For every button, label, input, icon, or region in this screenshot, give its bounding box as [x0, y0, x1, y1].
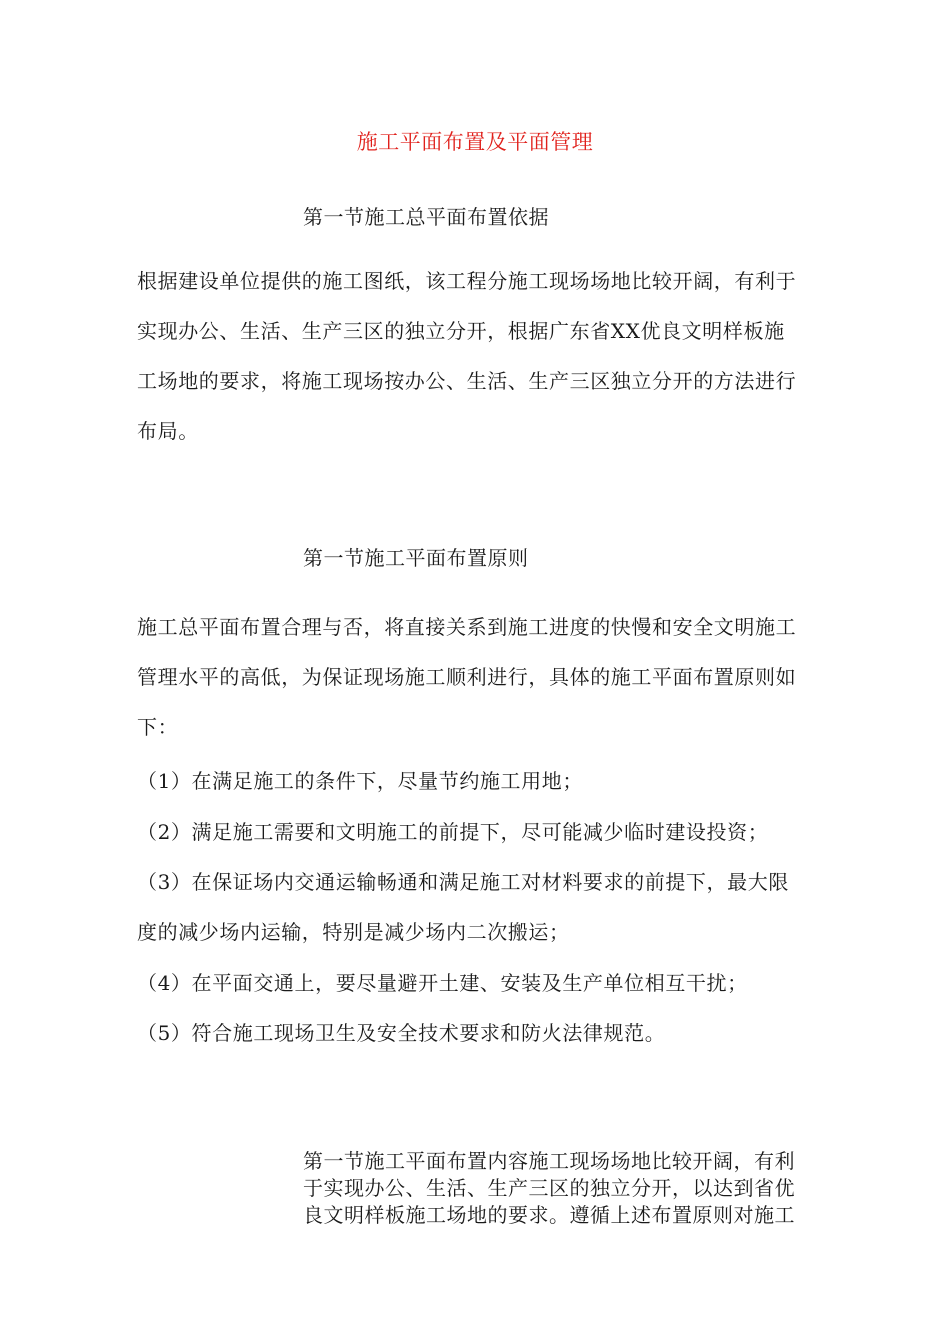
paragraph-line: 于实现办公、生活、生产三区的独立分开，以达到省优 — [303, 1176, 795, 1200]
paragraph-line: 施工总平面布置合理与否，将直接关系到施工进度的快慢和安全文明施工 — [137, 615, 797, 639]
paragraph-line: 实现办公、生活、生产三区的独立分开，根据广东省XX优良文明样板施 — [137, 319, 785, 343]
paragraph-line: 工场地的要求，将施工现场按办公、生活、生产三区独立分开的方法进行 — [137, 369, 797, 393]
paragraph-line: 第一节施工平面布置内容施工现场场地比较开阔，有利 — [303, 1149, 795, 1173]
paragraph-basis — [137, 256, 827, 456]
paragraph-line: 布局。 — [137, 419, 199, 443]
paragraph-line: 管理水平的高低，为保证现场施工顺利进行，具体的施工平面布置原则如 — [137, 665, 797, 689]
section-heading-principles: 第一节施工平面布置原则 — [303, 546, 529, 570]
principle-item-3: （3）在保证场内交通运输畅通和满足施工对材料要求的前提下，最大限 — [137, 870, 789, 894]
document-title: 施工平面布置及平面管理 — [356, 130, 594, 154]
paragraph-line: 良文明样板施工场地的要求。遵循上述布置原则对施工 — [303, 1203, 795, 1227]
principle-item-1: （1）在满足施工的条件下，尽量节约施工用地； — [137, 769, 583, 793]
principle-item-2: （2）满足施工需要和文明施工的前提下，尽可能减少临时建设投资； — [137, 820, 769, 844]
section-heading-basis: 第一节施工总平面布置依据 — [303, 205, 549, 229]
paragraph-line: 下： — [137, 715, 179, 739]
paragraph-line: 根据建设单位提供的施工图纸，该工程分施工现场场地比较开阔，有利于 — [137, 269, 797, 293]
paragraph-principles — [137, 602, 827, 752]
principle-item-4: （4）在平面交通上，要尽量避开土建、安装及生产单位相互干扰； — [137, 971, 748, 995]
paragraph-content — [303, 1148, 818, 1229]
principle-item-3-cont: 度的减少场内运输，特别是减少场内二次搬运； — [137, 920, 570, 944]
principle-item-5: （5）符合施工现场卫生及安全技术要求和防火法律规范。 — [137, 1021, 666, 1045]
